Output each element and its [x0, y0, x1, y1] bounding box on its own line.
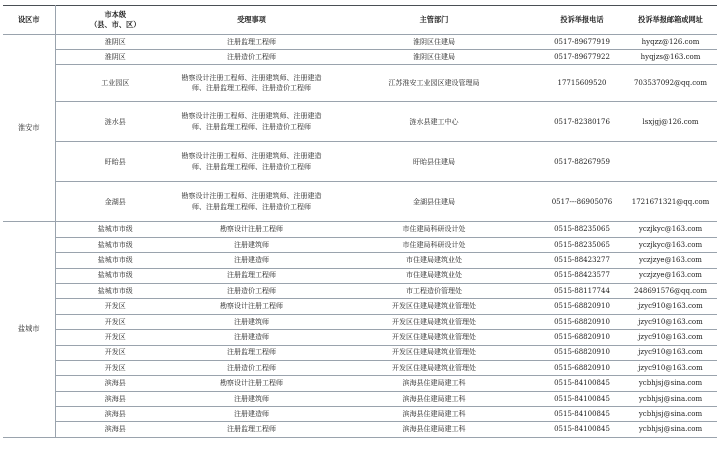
district-cell: 开发区 [55, 314, 175, 329]
phone-cell: 0515-68820910 [540, 345, 624, 360]
district-cell: 滨海县 [55, 422, 175, 437]
huaian-section [3, 35, 717, 222]
phone-cell: 0515-84100845 [540, 407, 624, 422]
mail-cell: lsxjgj@126.com [624, 102, 717, 142]
dept-cell: 淮阴区住建局 [328, 35, 540, 50]
dept-cell: 开发区住建局建筑业管理处 [328, 360, 540, 375]
mail-cell: yczjkyc@163.com [624, 222, 717, 237]
mail-cell: jzyc910@163.com [624, 330, 717, 345]
item-cell: 勘察设计注册工程师 [175, 222, 328, 237]
table-row [3, 345, 717, 360]
phone-cell: 0517-82380176 [540, 102, 624, 142]
header-mail: 投诉举报邮箱或网址 [624, 6, 717, 35]
dept-cell: 开发区住建局建筑业管理处 [328, 314, 540, 329]
district-cell: 盐城市市级 [55, 283, 175, 298]
item-cell: 注册造价工程师 [175, 50, 328, 65]
dept-cell: 开发区住建局建筑业管理处 [328, 299, 540, 314]
table-row [3, 35, 717, 50]
phone-cell: 0515-68820910 [540, 299, 624, 314]
item-cell: 勘察设计注册工程师、注册建筑师、注册建造师、注册监理工程师、注册造价工程师 [175, 142, 328, 182]
table-row [3, 237, 717, 252]
item-cell: 注册监理工程师 [175, 422, 328, 437]
table-row [3, 407, 717, 422]
mail-cell: hyqjzs@163.com [624, 50, 717, 65]
header-phone: 投诉举报电话 [540, 6, 624, 35]
complaint-contact-table-page [3, 5, 717, 438]
district-cell: 开发区 [55, 345, 175, 360]
header-district-line1: 市本级 [104, 10, 127, 19]
item-cell: 注册建造师 [175, 330, 328, 345]
dept-cell: 开发区住建局建筑业管理处 [328, 330, 540, 345]
table-header-row [3, 6, 717, 35]
table-row [3, 142, 717, 182]
mail-cell: ycbhjsj@sina.com [624, 422, 717, 437]
phone-cell: 0515-84100845 [540, 376, 624, 391]
mail-cell: jzyc910@163.com [624, 314, 717, 329]
table-row [3, 299, 717, 314]
item-cell: 注册监理工程师 [175, 35, 328, 50]
table-row [3, 314, 717, 329]
item-cell: 注册建筑师 [175, 314, 328, 329]
phone-cell: 0515-84100845 [540, 422, 624, 437]
header-district-line2: （县、市、区） [90, 20, 141, 29]
header-district [55, 6, 175, 35]
district-cell: 开发区 [55, 360, 175, 375]
district-cell: 盐城市市级 [55, 222, 175, 237]
dept-cell: 市住建局建筑业处 [328, 253, 540, 268]
item-cell: 勘察设计注册工程师、注册建筑师、注册建造师、注册监理工程师、注册造价工程师 [175, 182, 328, 222]
phone-cell: 0515-88423577 [540, 268, 624, 283]
phone-cell: 0517-88267959 [540, 142, 624, 182]
dept-cell: 市住建局科研设计处 [328, 222, 540, 237]
header-item: 受理事项 [175, 6, 328, 35]
phone-cell: 17715609520 [540, 65, 624, 102]
header-dept: 主管部门 [328, 6, 540, 35]
dept-cell: 涟水县建工中心 [328, 102, 540, 142]
phone-cell: 0515-68820910 [540, 330, 624, 345]
table-row [3, 222, 717, 237]
table-row [3, 360, 717, 375]
dept-cell: 盱眙县住建局 [328, 142, 540, 182]
phone-cell: 0515-68820910 [540, 314, 624, 329]
mail-cell: 1721671321@qq.com [624, 182, 717, 222]
table-row [3, 268, 717, 283]
mail-cell [624, 142, 717, 182]
district-cell: 滨海县 [55, 407, 175, 422]
item-cell: 勘察设计注册工程师 [175, 299, 328, 314]
dept-cell: 滨海县住建局建工科 [328, 407, 540, 422]
mail-cell: 703537092@qq.com [624, 65, 717, 102]
mail-cell: jzyc910@163.com [624, 345, 717, 360]
phone-cell: 0515-88235065 [540, 237, 624, 252]
item-cell: 注册建筑师 [175, 391, 328, 406]
table-row [3, 65, 717, 102]
mail-cell: hyqzz@126.com [624, 35, 717, 50]
table-row [3, 330, 717, 345]
header-city: 设区市 [3, 6, 55, 35]
dept-cell: 市住建局科研设计处 [328, 237, 540, 252]
dept-cell: 江苏淮安工业园区建设管理局 [328, 65, 540, 102]
mail-cell: jzyc910@163.com [624, 299, 717, 314]
phone-cell: 0515-88117744 [540, 283, 624, 298]
item-cell: 勘察设计注册工程师、注册建筑师、注册建造师、注册监理工程师、注册造价工程师 [175, 102, 328, 142]
district-cell: 盐城市市级 [55, 268, 175, 283]
table-row [3, 391, 717, 406]
complaint-contact-table [3, 5, 717, 438]
mail-cell: jzyc910@163.com [624, 360, 717, 375]
item-cell: 注册监理工程师 [175, 345, 328, 360]
city-cell-yancheng: 盐城市 [3, 222, 55, 437]
district-cell: 盱眙县 [55, 142, 175, 182]
item-cell: 注册建造师 [175, 407, 328, 422]
phone-cell: 0517---86905076 [540, 182, 624, 222]
district-cell: 开发区 [55, 299, 175, 314]
item-cell: 注册造价工程师 [175, 283, 328, 298]
dept-cell: 滨海县住建局建工科 [328, 422, 540, 437]
item-cell: 勘察设计注册工程师 [175, 376, 328, 391]
table-row [3, 283, 717, 298]
phone-cell: 0517-89677919 [540, 35, 624, 50]
table-row [3, 253, 717, 268]
mail-cell: ycbhjsj@sina.com [624, 407, 717, 422]
table-row [3, 50, 717, 65]
dept-cell: 市住建局建筑业处 [328, 268, 540, 283]
dept-cell: 开发区住建局建筑业管理处 [328, 345, 540, 360]
table-row [3, 422, 717, 437]
district-cell: 滨海县 [55, 391, 175, 406]
district-cell: 盐城市市级 [55, 237, 175, 252]
district-cell: 涟水县 [55, 102, 175, 142]
dept-cell: 滨海县住建局建工科 [328, 376, 540, 391]
district-cell: 滨海县 [55, 376, 175, 391]
dept-cell: 金湖县住建局 [328, 182, 540, 222]
district-cell: 金湖县 [55, 182, 175, 222]
phone-cell: 0515-84100845 [540, 391, 624, 406]
table-row [3, 102, 717, 142]
dept-cell: 滨海县住建局建工科 [328, 391, 540, 406]
yancheng-section [3, 222, 717, 437]
mail-cell: yczjkyc@163.com [624, 237, 717, 252]
phone-cell: 0515-68820910 [540, 360, 624, 375]
mail-cell: yczjzye@163.com [624, 253, 717, 268]
table-row [3, 182, 717, 222]
district-cell: 盐城市市级 [55, 253, 175, 268]
district-cell: 淮阴区 [55, 50, 175, 65]
phone-cell: 0515-88423277 [540, 253, 624, 268]
mail-cell: yczjzye@163.com [624, 268, 717, 283]
item-cell: 注册监理工程师 [175, 268, 328, 283]
table-row [3, 376, 717, 391]
district-cell: 淮阴区 [55, 35, 175, 50]
dept-cell: 淮阴区住建局 [328, 50, 540, 65]
city-cell-huaian: 淮安市 [3, 35, 55, 222]
mail-cell: ycbhjsj@sina.com [624, 391, 717, 406]
dept-cell: 市工程造价管理处 [328, 283, 540, 298]
item-cell: 注册造价工程师 [175, 360, 328, 375]
phone-cell: 0517-89677922 [540, 50, 624, 65]
item-cell: 勘察设计注册工程师、注册建筑师、注册建造师、注册监理工程师、注册造价工程师 [175, 65, 328, 102]
item-cell: 注册建筑师 [175, 237, 328, 252]
phone-cell: 0515-88235065 [540, 222, 624, 237]
district-cell: 工业园区 [55, 65, 175, 102]
item-cell: 注册建造师 [175, 253, 328, 268]
district-cell: 开发区 [55, 330, 175, 345]
mail-cell: ycbhjsj@sina.com [624, 376, 717, 391]
mail-cell: 248691576@qq.com [624, 283, 717, 298]
